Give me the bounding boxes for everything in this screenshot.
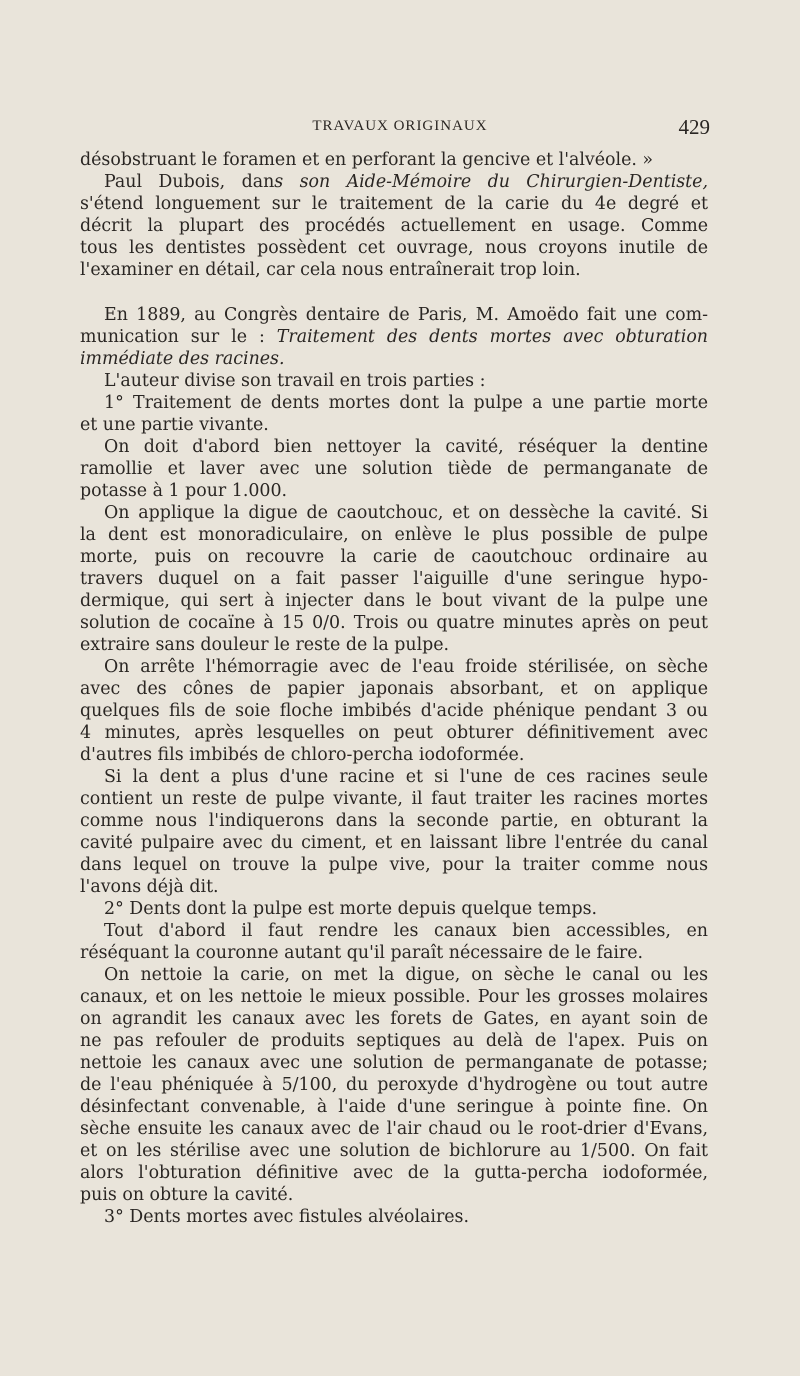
text-line: dermique, qui sert à injecter dans le bout vivant de la pulpe une	[80, 591, 708, 611]
text-line: on agrandit les canaux avec les forets de Gates, en ayant soin de	[80, 1009, 708, 1029]
text-line: morte, puis on recouvre la carie de caoutchouc ordinaire au	[80, 547, 708, 567]
text-line: l'avons déjà dit.	[80, 877, 219, 897]
text-line: munication sur le : Traitement des dents mortes avec obturation	[80, 327, 708, 347]
text-line: Paul Dubois, dans son Aide-Mémoire du Chirurgien-Dentiste,	[104, 172, 708, 192]
text-line: avec des cônes de papier japonais absorbant, et on applique	[80, 679, 708, 699]
text-line: 1° Traitement de dents mortes dont la pulpe a une partie morte	[104, 393, 708, 413]
text-line: alors l'obturation définitive avec de la gutta-percha iodoformée,	[80, 1163, 708, 1183]
text-line: désobstruant le foramen et en perforant la gencive et l'alvéole. »	[80, 150, 654, 170]
text-line: potasse à 1 pour 1.000.	[80, 481, 288, 501]
text-line: 4 minutes, après lesquelles on peut obturer définitivement avec	[80, 723, 708, 743]
text-line: canaux, et on les nettoie le mieux possible. Pour les grosses molaires	[80, 987, 708, 1007]
text-line: En 1889, au Congrès dentaire de Paris, M. Amoëdo fait une com-	[104, 305, 708, 325]
running-title: TRAVAUX ORIGINAUX	[312, 118, 488, 134]
paragraph-gap	[80, 281, 708, 304]
text-line: comme nous l'indiquerons dans la seconde partie, en obturant la	[80, 811, 708, 831]
text-line: réséquant la couronne autant qu'il paraît nécessaire de le faire.	[80, 943, 644, 963]
body-text	[80, 149, 708, 1228]
text-line: désinfectant convenable, à l'aide d'une seringue à pointe fine. On	[80, 1097, 708, 1117]
text-line: quelques fils de soie floche imbibés d'acide phénique pendant 3 ou	[80, 701, 708, 721]
text-line: cavité pulpaire avec du ciment, et en laissant libre l'entrée du canal	[80, 833, 708, 853]
text-line: dans lequel on trouve la pulpe vive, pour la traiter comme nous	[80, 855, 708, 875]
text-line: 3° Dents mortes avec fistules alvéolaires.	[104, 1207, 470, 1227]
page-number: 429	[678, 115, 710, 139]
running-head	[0, 116, 800, 140]
text-line: décrit la plupart des procédés actuellement en usage. Comme	[80, 216, 708, 236]
text-line: s'étend longuement sur le traitement de la carie du 4e degré et	[80, 194, 708, 214]
text-line: Si la dent a plus d'une racine et si l'une de ces racines seule	[104, 767, 708, 787]
text-line: nettoie les canaux avec une solution de permanganate de potasse;	[80, 1053, 708, 1073]
text-line: On arrête l'hémorragie avec de l'eau froide stérilisée, on sèche	[104, 657, 708, 677]
text-line: et on les stérilise avec une solution de bichlorure au 1/500. On fait	[80, 1141, 708, 1161]
text-line: solution de cocaïne à 15 0/0. Trois ou quatre minutes après on peut	[80, 613, 708, 633]
text-line: On applique la digue de caoutchouc, et on dessèche la cavité. Si	[104, 503, 708, 523]
text-line: l'examiner en détail, car cela nous entraînerait trop loin.	[80, 260, 581, 280]
text-line: ne pas refouler de produits septiques au delà de l'apex. Puis on	[80, 1031, 708, 1051]
text-line: immédiate des racines.	[80, 349, 285, 369]
text-line: travers duquel on a fait passer l'aiguille d'une seringue hypo-	[80, 569, 708, 589]
text-line: puis on obture la cavité.	[80, 1185, 294, 1205]
text-line: tous les dentistes possèdent cet ouvrage, nous croyons inutile de	[80, 238, 708, 258]
text-line: On nettoie la carie, on met la digue, on sèche le canal ou les	[104, 965, 708, 985]
text-line: sèche ensuite les canaux avec de l'air chaud ou le root-drier d'Evans,	[80, 1119, 708, 1139]
text-line: la dent est monoradiculaire, on enlève le plus possible de pulpe	[80, 525, 708, 545]
text-line: ramollie et laver avec une solution tiède de permanganate de	[80, 459, 708, 479]
text-line: contient un reste de pulpe vivante, il faut traiter les racines mortes	[80, 789, 708, 809]
text-line: et une partie vivante.	[80, 415, 269, 435]
text-line: d'autres fils imbibés de chloro-percha iodoformée.	[80, 745, 525, 765]
text-line: On doit d'abord bien nettoyer la cavité, réséquer la dentine	[104, 437, 708, 457]
text-line: de l'eau phéniquée à 5/100, du peroxyde d'hydrogène ou tout autre	[80, 1075, 708, 1095]
text-line: 2° Dents dont la pulpe est morte depuis quelque temps.	[104, 899, 598, 919]
text-line: L'auteur divise son travail en trois parties :	[104, 371, 486, 391]
text-line: Tout d'abord il faut rendre les canaux bien accessibles, en	[104, 921, 708, 941]
text-line: extraire sans douleur le reste de la pulpe.	[80, 635, 450, 655]
